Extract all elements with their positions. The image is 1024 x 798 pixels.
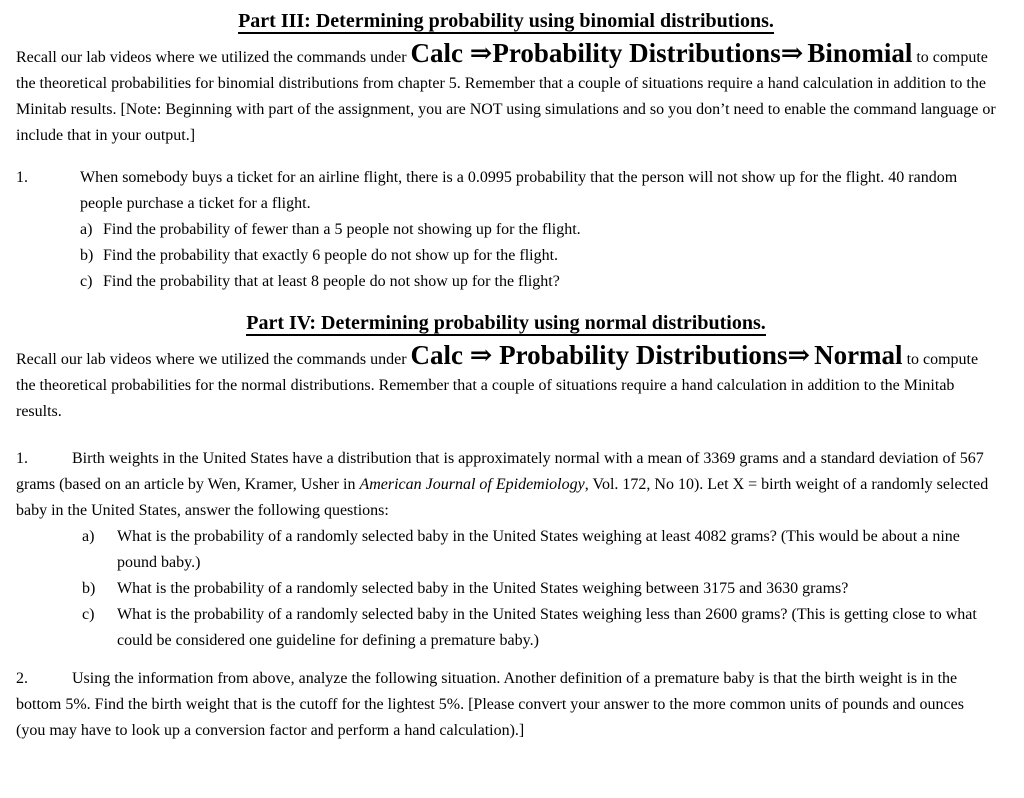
- part3-item-1c-label: c): [80, 273, 93, 290]
- part4-item-1-number: 1.: [16, 450, 28, 467]
- part3-title-text: Part III: Determining probability using binomial distributions.: [238, 10, 774, 32]
- part4-item-1b: [82, 576, 996, 602]
- part4-item-1-paragraph: [16, 446, 996, 524]
- part4-intro-rest: to compute the theoretical probabilities for the normal distributions. Remember that a couple of situations require a hand calculation in addition to the Minitab results.: [16, 351, 979, 420]
- part4-item-1c-text: What is the probability of a randomly selected baby in the United States weighing less than 2600 grams? (This is getting close to what could be considered one guideline for defining a premature baby.): [117, 606, 977, 649]
- part3-item-1-content: [80, 165, 996, 295]
- part4-title-text: Part IV: Determining probability using normal distributions.: [246, 312, 766, 334]
- part4-item-1-text-after: , Vol. 172, No 10). Let X = birth weight of a randomly selected baby in the United States, answer the following questions:: [16, 476, 989, 519]
- part3-item-1b-label: b): [80, 247, 94, 264]
- part3-item-1b-text: Find the probability that exactly 6 people do not show up for the flight.: [103, 247, 559, 264]
- part3-item-1b: [80, 243, 996, 269]
- part4-menu-item: Normal: [814, 340, 903, 370]
- part4-title: [16, 310, 996, 337]
- part4-item-1-sublist: [82, 524, 996, 654]
- part3-item-1a: [80, 217, 996, 243]
- part4-item-1b-text: What is the probability of a randomly selected baby in the United States weighing between 3175 and 3630 grams?: [117, 580, 849, 597]
- part4-item-1c-label: c): [82, 606, 95, 623]
- part3-menu-item: Binomial: [807, 38, 913, 68]
- part3-title: [16, 8, 996, 35]
- part4-item-1c: [82, 602, 996, 654]
- part3-item-1-text: When somebody buys a ticket for an airline flight, there is a 0.0995 probability that the person will not show up for the flight. 40 random people purchase a ticket for a flight.: [80, 169, 958, 212]
- part4-item-1a: [82, 524, 996, 576]
- part4-menu-path: Calc ⇒ Probability Distributions⇒: [410, 340, 811, 370]
- part3-intro-lead: Recall our lab videos where we utilized the commands under: [16, 49, 411, 66]
- part3-item-1a-label: a): [80, 221, 93, 238]
- part4-intro-paragraph: [16, 340, 996, 425]
- part3-item-1-number: 1.: [16, 169, 28, 186]
- part4-item-1a-text: What is the probability of a randomly selected baby in the United States weighing at least 4082 grams? (This would be about a nine pound baby.): [117, 528, 960, 571]
- part3-item-1a-text: Find the probability of fewer than a 5 people not showing up for the flight.: [103, 221, 581, 238]
- part3-item-1c: [80, 269, 996, 295]
- journal-title: American Journal of Epidemiology: [359, 476, 585, 493]
- part4-item-1b-label: b): [82, 580, 96, 597]
- part4-item-1-text-before: Birth weights in the United States have a distribution that is approximately normal with a mean of 3369 grams and a standard deviation of 567 grams (based on an article by Wen, Kramer, Usher in: [16, 450, 984, 493]
- part4-item-2-text: Using the information from above, analyze the following situation. Another definition of a premature baby is that the birth weight is in the bottom 5%. Find the birth weight that is the cutoff for the lightest 5%. [Please convert your answer to the more common units of pounds and ounces (you may have to look up a conversion factor and perform a hand calculation).]: [16, 670, 964, 739]
- part3-intro-rest: to compute the theoretical probabilities for binomial distributions from chapter 5. Remember that a couple of situations require a hand calculation in addition to the Minitab results. [Note: Beginning with part of the assignment, you are NOT using simulations and so you don’t need to enable the command language or include that in your output.]: [16, 49, 996, 144]
- part3-item-1c-text: Find the probability that at least 8 people do not show up for the flight?: [103, 273, 560, 290]
- part4-item-1a-label: a): [82, 528, 95, 545]
- part4-intro-lead: Recall our lab videos where we utilized the commands under: [16, 351, 411, 368]
- part3-menu-path: Calc ⇒Probability Distributions⇒: [410, 38, 804, 68]
- part4-item-2-paragraph: [16, 666, 996, 744]
- part4-item-2-number: 2.: [16, 670, 28, 687]
- part3-intro-paragraph: [16, 38, 996, 149]
- part3-item-1: [16, 165, 996, 295]
